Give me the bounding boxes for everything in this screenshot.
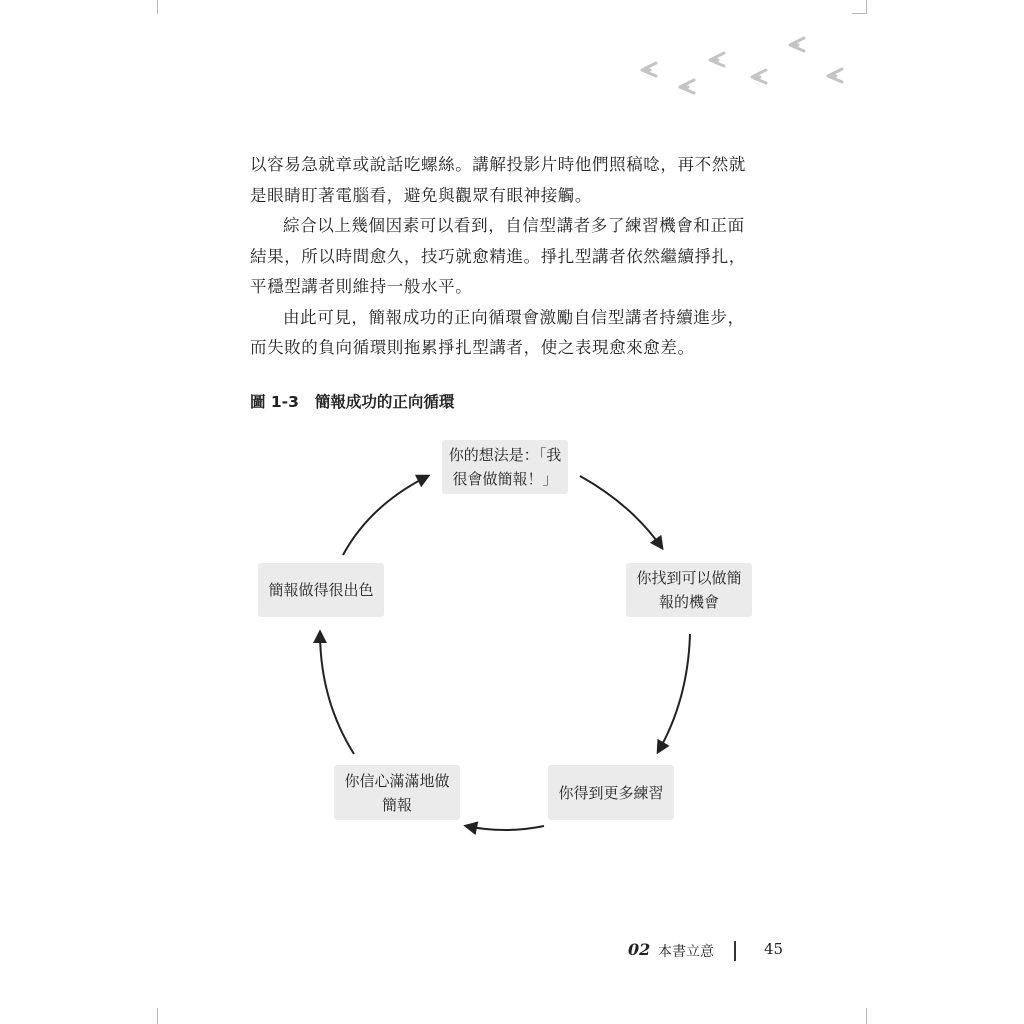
cycle-node-confidence bbox=[334, 765, 460, 820]
cycle-node-belief bbox=[442, 440, 568, 494]
node-line: 你找到可以做簡 bbox=[636, 569, 742, 587]
chapter-title: 本書立意 bbox=[658, 944, 714, 960]
body-line: 而失敗的負向循環則拖累掙扎型講者，使之表現愈來愈差。 bbox=[250, 338, 695, 357]
node-line: 你得到更多練習 bbox=[558, 783, 664, 802]
cycle-node-practice bbox=[548, 765, 674, 820]
body-line: 綜合以上幾個因素可以看到，自信型講者多了練習機會和正面 bbox=[283, 216, 745, 235]
figure-title: 簡報成功的正向循環 bbox=[314, 393, 455, 411]
node-line: 報的機會 bbox=[658, 593, 719, 611]
cycle-arrow-icon bbox=[343, 476, 428, 555]
body-line: 結果，所以時間愈久，技巧就愈精進。掙扎型講者依然繼續掙扎， bbox=[250, 246, 746, 266]
cycle-arrow-icon bbox=[658, 634, 690, 752]
cycle-arrow-icon bbox=[320, 632, 354, 754]
node-line: 簡報 bbox=[381, 795, 412, 814]
figure-number: 圖 1-3 bbox=[250, 393, 299, 411]
body-line: 平穩型講者則維持一般水平。 bbox=[250, 277, 473, 296]
cycle-node-success bbox=[258, 563, 384, 617]
body-line: 由此可見，簡報成功的正向循環會激勵自信型講者持續進步， bbox=[283, 307, 745, 327]
node-line: 你信心滿滿地做 bbox=[344, 771, 450, 790]
cycle-arrow-icon bbox=[580, 476, 662, 548]
node-line: 你的想法是：「我 bbox=[448, 446, 562, 464]
page-number: 45 bbox=[764, 940, 784, 958]
body-line: 是眼睛盯著電腦看，避免與觀眾有眼神接觸。 bbox=[250, 185, 592, 205]
cycle-arrow-icon bbox=[466, 826, 544, 830]
body-line: 以容易急就章或說話吃螺絲。講解投影片時他們照稿唸，再不然就 bbox=[250, 155, 746, 174]
node-line: 簡報做得很出色 bbox=[268, 581, 374, 599]
footer-divider bbox=[734, 941, 736, 961]
chapter-number: 02 bbox=[628, 940, 651, 959]
page-footer bbox=[600, 940, 800, 964]
cycle-node-opportunity bbox=[626, 563, 752, 617]
node-line: 很會做簡報！」 bbox=[452, 470, 558, 488]
